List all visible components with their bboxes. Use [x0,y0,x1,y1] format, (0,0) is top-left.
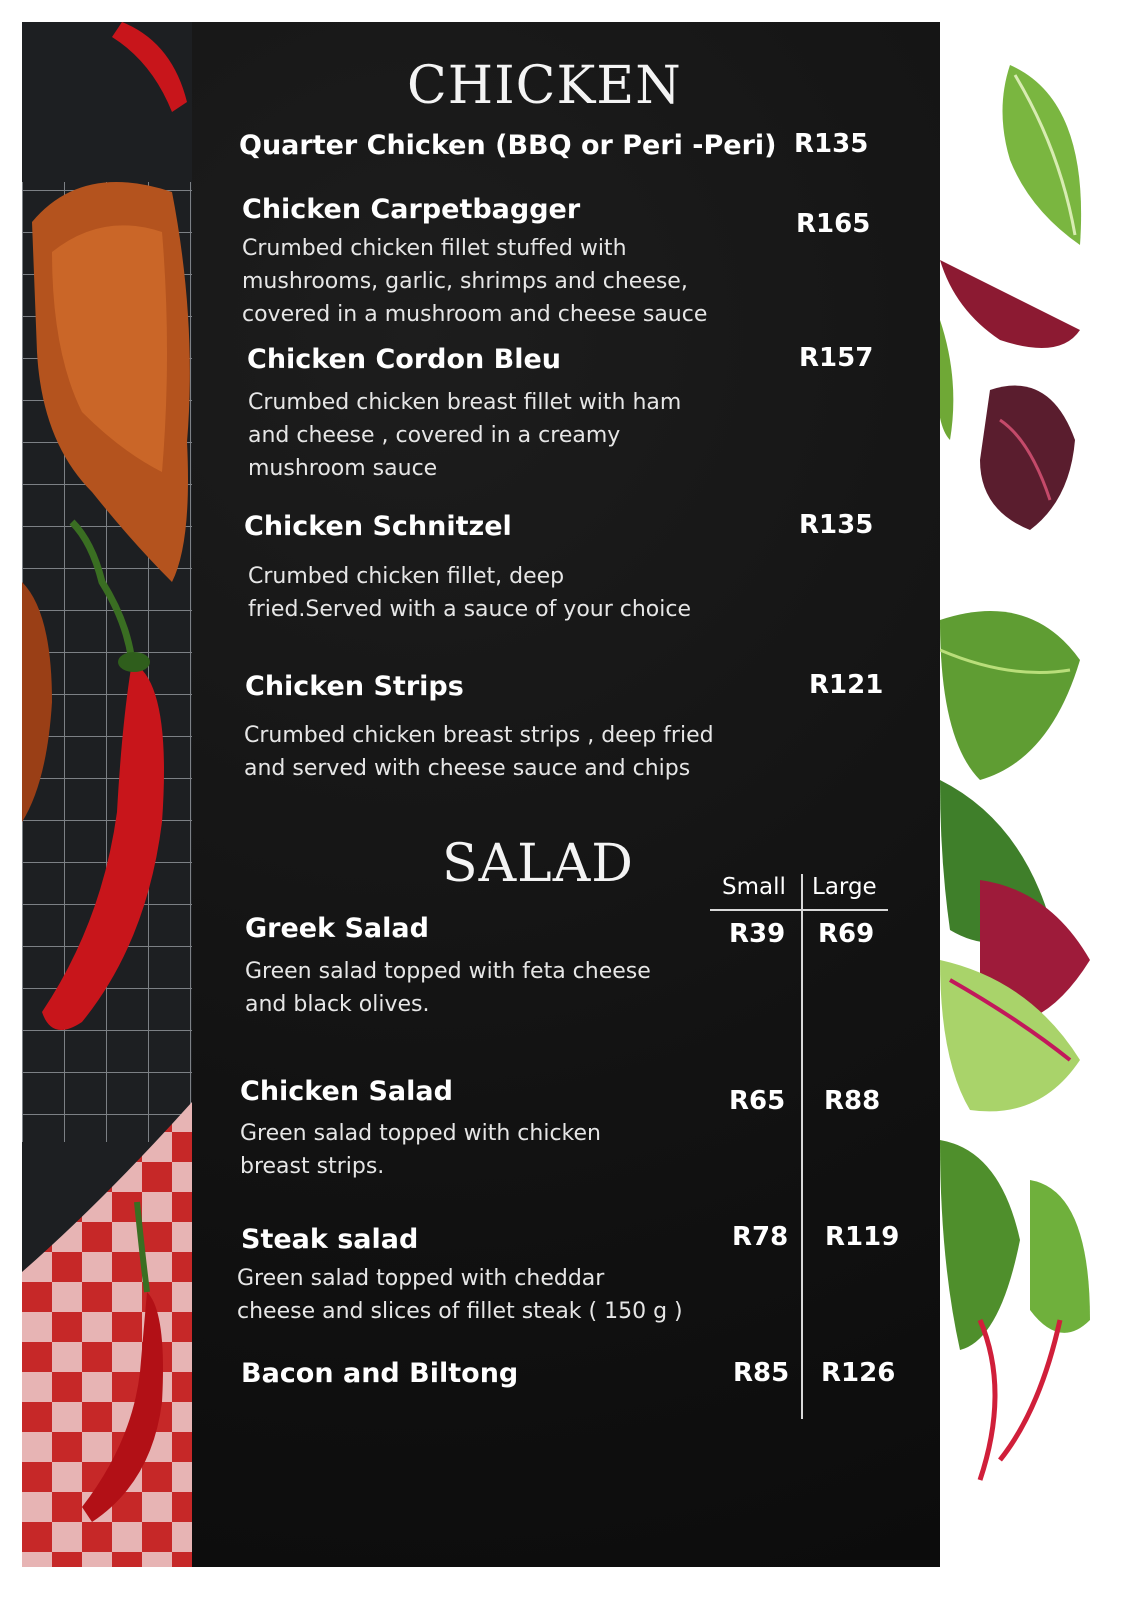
menu-item-description: Green salad topped with feta cheese and black olives. [245,959,651,1017]
menu-item-price-small: R65 [729,1086,786,1116]
menu-item-price-small: R39 [729,919,786,949]
large-column-header: Large [812,874,877,900]
menu-item-price: R135 [794,129,869,159]
menu-item-name: Quarter Chicken (BBQ or Peri -Peri) [239,130,777,161]
menu-item-name: Chicken Schnitzel [244,511,512,542]
price-column-divider [801,874,803,1419]
menu-item-description: Green salad topped with chicken breast strips. [240,1121,601,1179]
menu-item-name: Chicken Strips [245,671,464,702]
menu-item-name: Chicken Cordon Bleu [247,344,562,375]
food-photo-left [22,22,192,1567]
small-column-header: Small [722,874,786,900]
menu-item-name: Chicken Carpetbagger [242,194,581,225]
menu-item-price: R165 [796,209,871,239]
menu-item-description: Crumbed chicken fillet, deep fried.Served with a sauce of your choice [248,564,692,622]
menu-item-description: Crumbed chicken breast fillet with ham and cheese , covered in a creamy mushroom sauce [248,390,682,481]
menu-item-name: Bacon and Biltong [241,1358,519,1389]
menu-item-price-small: R85 [733,1358,790,1388]
menu-item-description: Green salad topped with cheddar cheese and slices of fillet steak ( 150 g ) [237,1266,683,1324]
menu-item-price-large: R88 [824,1086,881,1116]
menu-item-price: R157 [799,343,874,373]
menu-item-name: Chicken Salad [240,1076,453,1107]
menu-item-description: Crumbed chicken breast strips , deep fried and served with cheese sauce and chips [244,723,714,781]
salad-leaves-photo-right [940,60,1100,1520]
menu-item-name: Steak salad [241,1224,419,1255]
menu-item-price-large: R126 [821,1358,896,1388]
menu-item-price: R135 [799,510,874,540]
salad-leaves-illustration [940,60,1100,1520]
chicken-section-title: CHICKEN [407,56,682,116]
salad-section-title: SALAD [442,834,634,894]
menu-item-price-small: R78 [732,1222,789,1252]
menu-item-price-large: R69 [818,919,875,949]
menu-panel [192,22,940,1567]
menu-item-name: Greek Salad [245,913,429,944]
menu-item-price: R121 [809,670,884,700]
menu-item-description: Crumbed chicken fillet stuffed with mushrooms, garlic, shrimps and cheese, covered in a mushroom and cheese sauce [242,236,708,327]
price-header-rule [710,909,888,911]
fried-chicken-chili-illustration [22,22,192,1567]
menu-item-price-large: R119 [825,1222,900,1252]
